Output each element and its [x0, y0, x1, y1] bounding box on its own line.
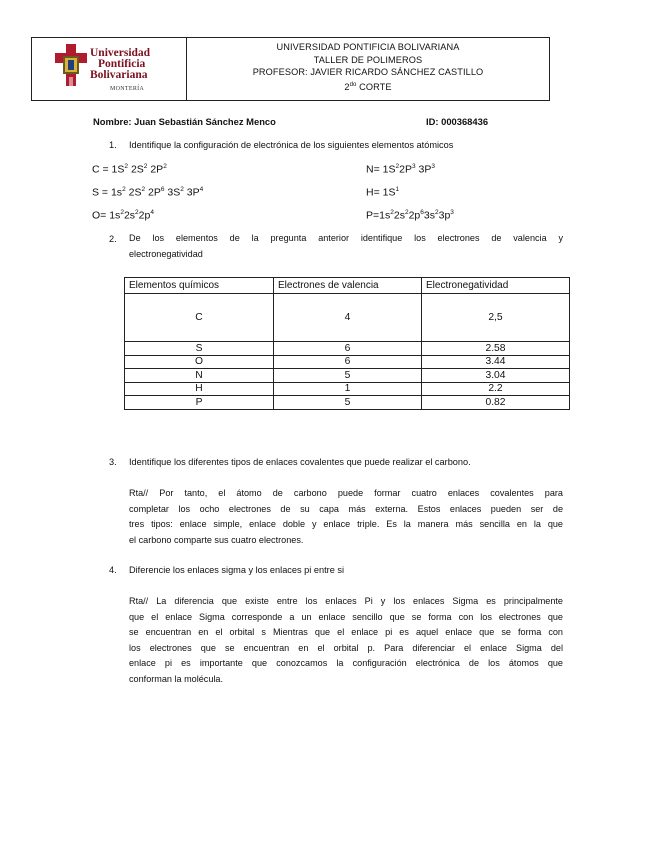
elements-table: [124, 277, 570, 410]
logo-line-3: Bolivariana: [90, 69, 148, 81]
table-cell: N: [125, 369, 274, 383]
student-name: Nombre: Juan Sebastián Sánchez Menco: [93, 116, 276, 127]
table-cell: 2.2: [422, 382, 570, 396]
formula-o: $O= 1s^22s^22p^4$: [92, 209, 154, 222]
question-2-number: 2.: [109, 234, 117, 244]
header-info: [187, 38, 549, 100]
table-header-valence: Electrones de valencia: [274, 278, 422, 294]
table-cell: 3.44: [422, 355, 570, 369]
term-word: CORTE: [356, 81, 392, 92]
table-cell: 3.04: [422, 369, 570, 383]
term-number: 2: [344, 81, 350, 92]
formula-p: $P=1s^22s^22p^63s^23p^3$: [366, 209, 454, 222]
table-cell: 4: [274, 294, 422, 342]
question-2-line-2: electronegatividad: [129, 249, 203, 259]
answer-4-line-1: Rta// La diferencia que existe entre los enlaces Pi y los enlaces Sigma es principalmente: [129, 596, 563, 606]
question-3-text: Identifique los diferentes tipos de enlaces covalentes que puede realizar el carbono.: [129, 457, 471, 467]
formula-c: $C = 1S^2$ $2S^2$ $2P^2$: [92, 163, 167, 176]
student-id: ID: 000368436: [426, 116, 489, 127]
question-1-text: Identifique la configuración de electrónica de los siguientes elementos atómicos: [129, 140, 454, 150]
logo-city: MONTERÍA: [110, 86, 145, 92]
formula-n: $N= 1S^22P^3$ $3P^3$: [366, 163, 435, 176]
question-4-text: Diferencie los enlaces sigma y los enlaces pi entre si: [129, 565, 344, 575]
term: [187, 79, 549, 94]
table-cell: H: [125, 382, 274, 396]
table-cell: C: [125, 294, 274, 342]
answer-3-line-3: tres tipos: enlace simple, enlace doble y enlace triple. Es la manera más sencilla en la que: [129, 519, 563, 529]
table-cell: 5: [274, 369, 422, 383]
answer-4-line-6: conforman la molécula.: [129, 673, 224, 684]
answer-4-line-5: enlace pi es importante que conozcamos la configuración electrónica de los átomos que: [129, 658, 563, 668]
answer-3-line-1: Rta// Por tanto, el átomo de carbono puede formar cuatro enlaces covalentes para: [129, 488, 563, 498]
formula-s: $S = 1s^2$ $2S^2$ $2P^6$ $3S^2$ $3P^4$: [92, 186, 204, 199]
table-header-electronegativity: Electronegatividad: [422, 278, 570, 294]
table-cell: 2,5: [422, 294, 570, 342]
table-cell: 0.82: [422, 396, 570, 410]
logo-line-1: Universidad: [90, 47, 151, 59]
table-cell: 6: [274, 342, 422, 356]
question-2-text: [129, 230, 563, 262]
table-cell: 2.58: [422, 342, 570, 356]
question-4-answer: [129, 594, 563, 687]
question-3-number: 3.: [109, 457, 117, 467]
course-name: TALLER DE POLIMEROS: [313, 54, 423, 65]
question-3-answer: [129, 486, 563, 548]
university-name: UNIVERSIDAD PONTIFICIA BOLIVARIANA: [276, 42, 460, 52]
term-superscript: do: [349, 81, 357, 88]
answer-4-line-2: que el enlace Sigma corresponde a un enlace sencillo que se forma con los electrones que: [129, 611, 563, 622]
table-row: [125, 396, 570, 410]
table-row: [125, 369, 570, 383]
question-1-number: 1.: [109, 140, 117, 150]
university-crest-icon: [55, 44, 87, 86]
document-header: [31, 37, 550, 101]
table-cell: 6: [274, 355, 422, 369]
question-2-line-1: De los elementos de la pregunta anterior identifique los electrones de valencia y: [129, 233, 563, 243]
table-header-row: [125, 278, 570, 294]
answer-3-line-2: completar los ocho electrones de su capa más externa. Estos enlaces pueden ser de: [129, 503, 563, 514]
answer-4-line-4: los electrones que se encuentran en el orbital p. Para diferenciar el enlace Sigma del: [129, 642, 563, 653]
formula-h: $H= 1S^1$: [366, 186, 400, 199]
table-cell: S: [125, 342, 274, 356]
question-4-number: 4.: [109, 565, 117, 575]
answer-3-line-4: el carbono comparte sus cuatro electrones.: [129, 534, 304, 545]
table-row: [125, 382, 570, 396]
logo-line-2: Pontificia: [98, 58, 146, 70]
table-cell: O: [125, 355, 274, 369]
table-cell: 1: [274, 382, 422, 396]
table-cell: 5: [274, 396, 422, 410]
table-row: [125, 294, 570, 342]
university-logo: [32, 38, 187, 100]
table-header-element: Elementos químicos: [125, 278, 274, 294]
answer-4-line-3: se encuentran en el orbital s Mientras que el enlace pi es aquel enlace que se forma con: [129, 627, 563, 637]
table-cell: P: [125, 396, 274, 410]
table-row: [125, 342, 570, 356]
table-row: [125, 355, 570, 369]
professor-name: PROFESOR: JAVIER RICARDO SÁNCHEZ CASTILLO: [252, 67, 484, 78]
